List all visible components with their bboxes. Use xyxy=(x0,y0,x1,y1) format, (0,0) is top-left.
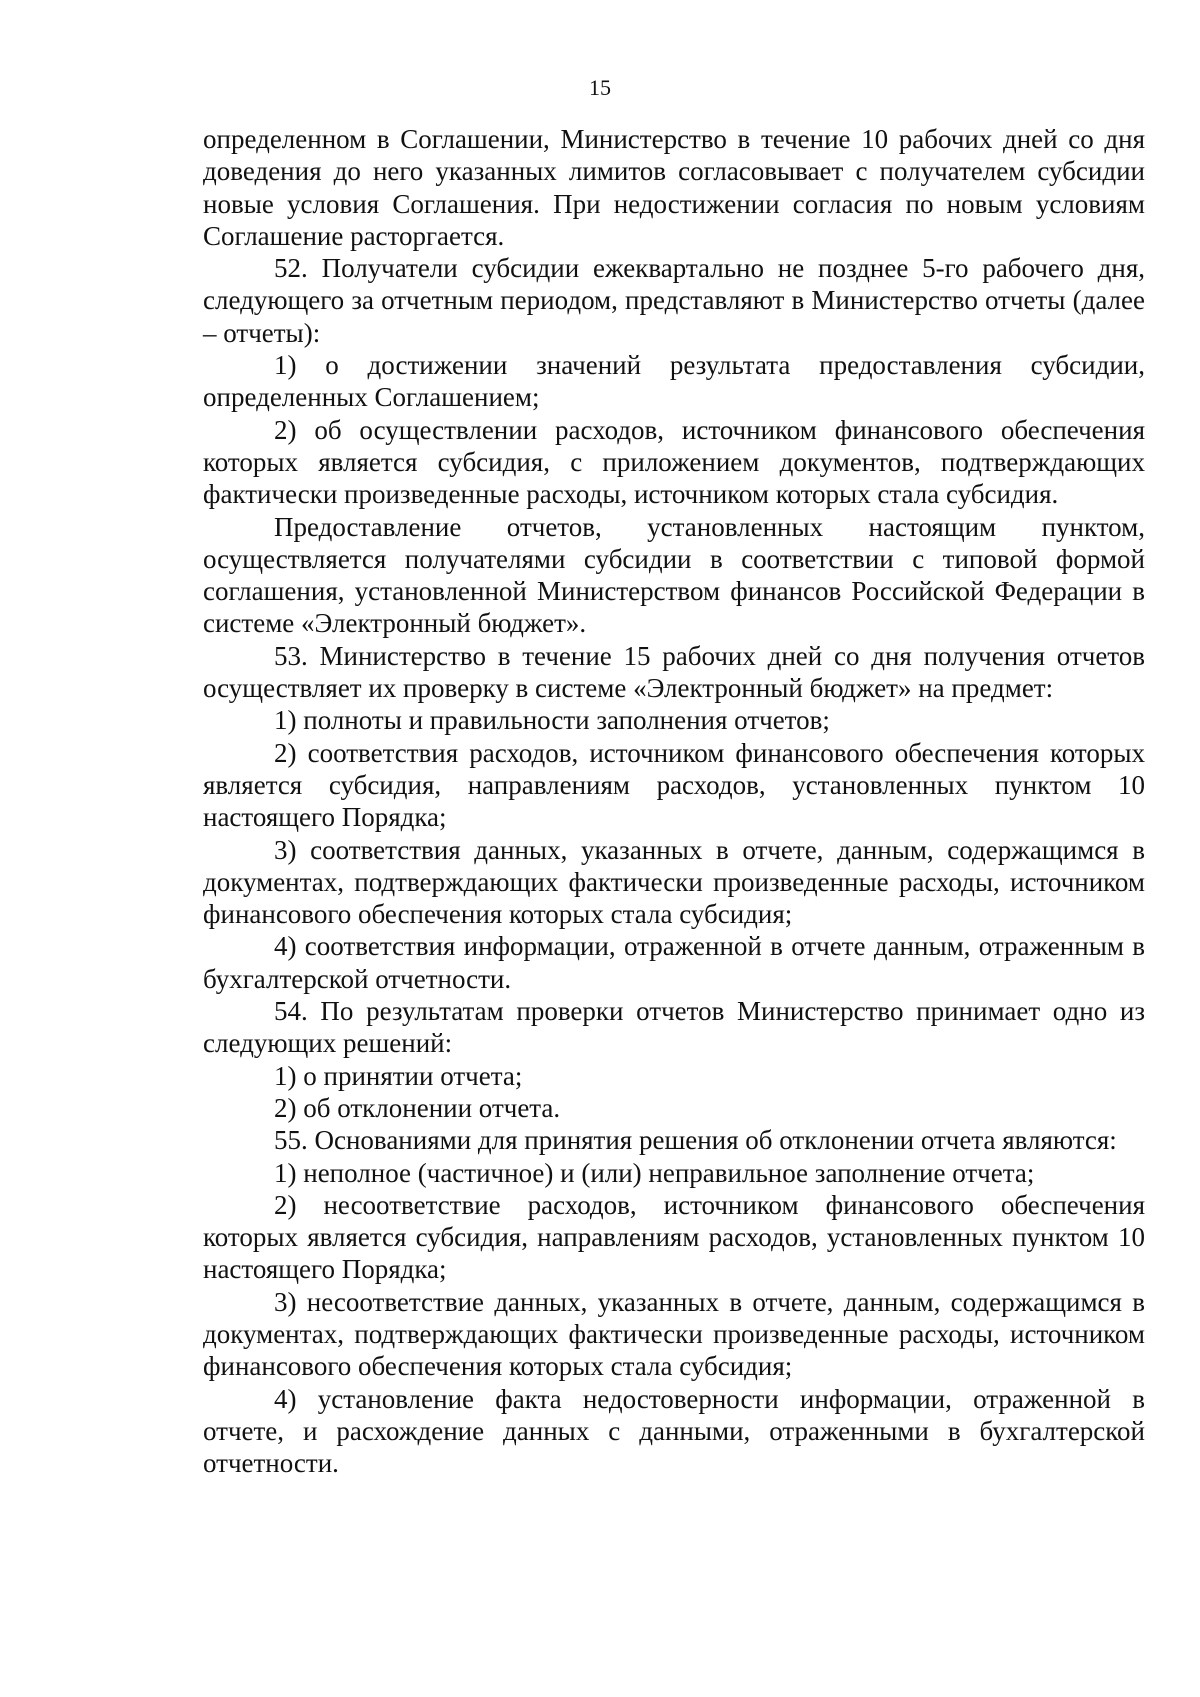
paragraph-52-reports-note: Предоставление отчетов, установленных настоящим пунктом, осуществляется получателями субсидии в соответствии с типовой формой соглашения, установленной Министерством финансов Российской Федерации в системе «Электронный бюджет». xyxy=(203,511,1145,639)
paragraph-item-54: 54. По результатам проверки отчетов Министерство принимает одно из следующих решений: xyxy=(203,996,1145,1059)
paragraph-52-subitem-1: 1) о достижении значений результата предоставления субсидии, определенных Соглашением; xyxy=(203,350,1145,413)
paragraph-54-subitem-1: 1) о принятии отчета; xyxy=(274,1060,523,1091)
paragraph-item-53: 53. Министерство в течение 15 рабочих дней со дня получения отчетов осуществляет их проверку в системе «Электронный бюджет» на предмет: xyxy=(203,640,1145,704)
document-body xyxy=(203,123,1145,1479)
paragraph-52-subitem-2: 2) об осуществлении расходов, источником финансового обеспечения которых является субсидия, с приложением документов, подтверждающих фактически произведенные расходы, источником которых стала субсидия. xyxy=(203,414,1145,510)
paragraph-54-subitem-2: 2) об отклонении отчета. xyxy=(274,1092,561,1123)
paragraph-item-55: 55. Основаниями для принятия решения об отклонении отчета являются: xyxy=(274,1125,1117,1156)
paragraph-53-subitem-4: 4) соответствия информации, отраженной в отчете данным, отраженным в бухгалтерской отчетности. xyxy=(203,931,1145,994)
paragraph-55-subitem-3: 3) несоответствие данных, указанных в отчете, данным, содержащимся в документах, подтверждающих фактически произведенные расходы, источником финансового обеспечения которых стала субсидия; xyxy=(203,1286,1145,1382)
paragraph-53-subitem-3: 3) соответствия данных, указанных в отчете, данным, содержащимся в документах, подтверждающих фактически произведенные расходы, источником финансового обеспечения которых стала субсидия; xyxy=(203,834,1145,930)
paragraph-53-subitem-2: 2) соответствия расходов, источником финансового обеспечения которых является субсидия, направлениям расходов, установленных пунктом 10 настоящего Порядка; xyxy=(203,737,1145,833)
paragraph-55-subitem-4: 4) установление факта недостоверности информации, отраженной в отчете, и расхождение данных с данными, отраженными в бухгалтерской отчетности. xyxy=(203,1383,1145,1479)
paragraph-55-subitem-2: 2) несоответствие расходов, источником финансового обеспечения которых является субсидия, направлениям расходов, установленных пунктом 10 настоящего Порядка; xyxy=(203,1189,1145,1285)
paragraph-53-subitem-1: 1) полноты и правильности заполнения отчетов; xyxy=(274,705,830,736)
paragraph-55-subitem-1: 1) неполное (частичное) и (или) неправильное заполнение отчета; xyxy=(274,1157,1035,1188)
paragraph-item-52: 52. Получатели субсидии ежеквартально не позднее 5-го рабочего дня, следующего за отчетным периодом, представляют в Министерство отчеты (далее – отчеты): xyxy=(203,253,1145,348)
page-number: 15 xyxy=(589,75,611,100)
paragraph-continuation: определенном в Соглашении, Министерство в течение 10 рабочих дней со дня доведения до него указанных лимитов согласовывает с получателем субсидии новые условия Соглашения. При недостижении согласия по новым условиям Соглашение расторгается. xyxy=(203,124,1145,251)
